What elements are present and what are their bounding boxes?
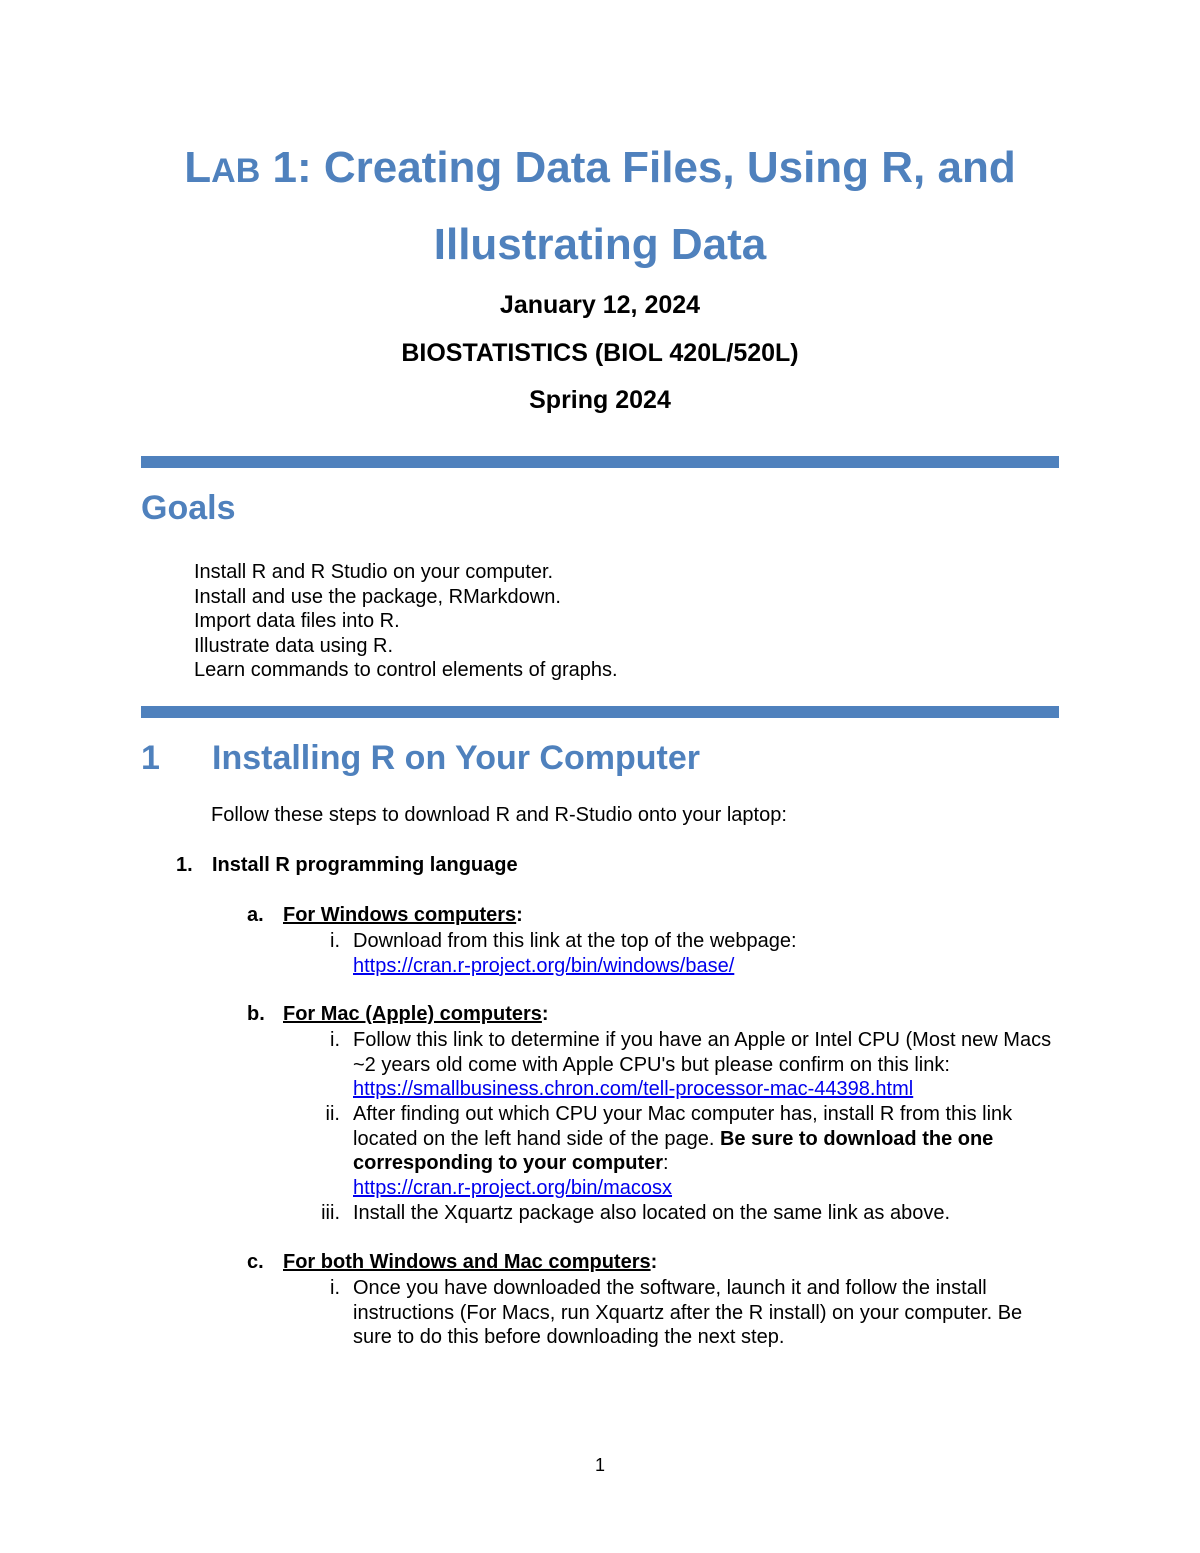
substep-heading: For Mac (Apple) computers bbox=[283, 1003, 542, 1025]
mac-item-i bbox=[300, 1028, 1060, 1102]
goal-item: Install and use the package, RMarkdown. bbox=[194, 585, 561, 608]
cpu-check-link[interactable]: https://smallbusiness.chron.com/tell-processor-mac-44398.html bbox=[353, 1078, 914, 1101]
item-bold-text: Be sure to download the one corresponding to your computer bbox=[353, 1127, 994, 1175]
windows-item-i bbox=[300, 929, 1060, 978]
document-title bbox=[100, 131, 1100, 282]
page-number: 1 bbox=[594, 1455, 605, 1475]
course-name: BIOSTATISTICS (BIOL 420L/520L) bbox=[401, 339, 799, 367]
title-line2: Illustrating Data bbox=[433, 220, 767, 269]
substep-colon: : bbox=[650, 1251, 658, 1273]
both-item-i bbox=[300, 1276, 1060, 1350]
title-line1-rest: 1: Creating Data Files, Using R, and bbox=[260, 143, 1016, 192]
item-text: Install the Xquartz package also located on the same link as above. bbox=[353, 1202, 951, 1224]
section-number: 1 bbox=[141, 739, 160, 777]
substep-letter: c. bbox=[247, 1251, 264, 1273]
substep-letter: a. bbox=[247, 904, 264, 926]
substep-mac bbox=[247, 1003, 549, 1026]
goals-list bbox=[194, 560, 618, 683]
mac-download-link[interactable]: https://cran.r-project.org/bin/macosx bbox=[353, 1176, 673, 1199]
substep-colon: : bbox=[516, 904, 523, 926]
title-prefix-cap: L bbox=[184, 143, 212, 192]
substep-colon: : bbox=[541, 1003, 549, 1025]
divider-middle bbox=[141, 706, 1059, 718]
roman-numeral: i. bbox=[330, 1029, 340, 1051]
roman-numeral: ii. bbox=[325, 1103, 340, 1125]
section-title: Installing R on Your Computer bbox=[212, 739, 700, 777]
goals-heading: Goals bbox=[141, 489, 236, 527]
step-number: 1. bbox=[176, 854, 193, 876]
roman-numeral: i. bbox=[330, 1277, 340, 1299]
divider-top bbox=[141, 456, 1059, 468]
step-1 bbox=[176, 854, 518, 877]
mac-item-iii bbox=[300, 1201, 1060, 1226]
substep-windows bbox=[247, 904, 523, 927]
goal-item: Import data files into R. bbox=[194, 610, 400, 633]
section-heading bbox=[141, 739, 700, 778]
substep-letter: b. bbox=[247, 1003, 265, 1025]
goal-item: Install R and R Studio on your computer. bbox=[194, 561, 554, 583]
item-text: Follow this link to determine if you have an Apple or Intel CPU (Most new Macs ~2 years old come with Apple CPU's but please confirm on this link: bbox=[353, 1029, 1052, 1076]
goal-item: Learn commands to control elements of graphs. bbox=[194, 659, 618, 682]
section-intro: Follow these steps to download R and R-Studio onto your laptop: bbox=[211, 804, 787, 826]
item-text: Download from this link at the top of the webpage: bbox=[353, 930, 797, 952]
term: Spring 2024 bbox=[529, 386, 671, 414]
substep-both bbox=[247, 1251, 657, 1274]
item-text: Once you have downloaded the software, launch it and follow the install instructions (For Macs, run Xquartz after the R install) on your computer. Be sure to do this before downloading the next step. bbox=[353, 1277, 1023, 1349]
goal-item: Illustrate data using R. bbox=[194, 634, 393, 657]
step-label: Install R programming language bbox=[212, 854, 518, 876]
mac-item-ii bbox=[300, 1102, 1060, 1200]
title-prefix-small: AB bbox=[211, 152, 261, 190]
roman-numeral: iii. bbox=[321, 1202, 340, 1224]
substep-heading: For both Windows and Mac computers bbox=[283, 1251, 651, 1273]
roman-numeral: i. bbox=[330, 930, 340, 952]
item-colon: : bbox=[663, 1152, 669, 1175]
substep-heading: For Windows computers bbox=[283, 904, 517, 926]
document-date: January 12, 2024 bbox=[499, 291, 701, 319]
windows-download-link[interactable]: https://cran.r-project.org/bin/windows/base/ bbox=[353, 954, 735, 977]
item-text: After finding out which CPU your Mac computer has, install R from this link located on the left hand side of the page. bbox=[353, 1103, 1013, 1150]
